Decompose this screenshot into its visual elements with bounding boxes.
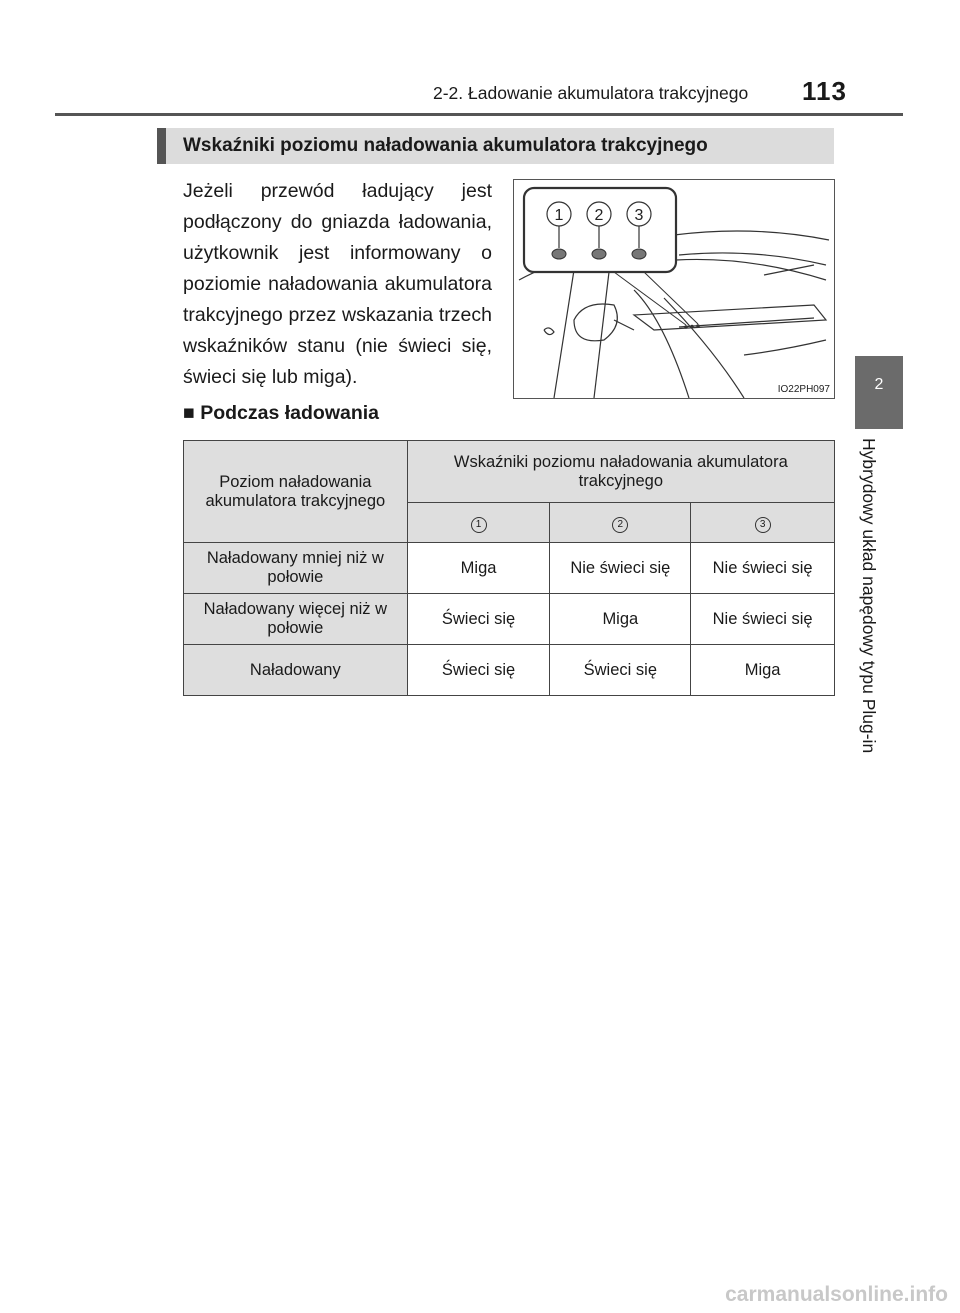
- table-header-indicator-2: [550, 503, 691, 543]
- chapter-tab: [855, 356, 903, 429]
- table-header-indicators: Wskaźniki poziomu naładowania akumulatora trakcyjnego: [407, 441, 834, 503]
- row-indicator-2: Świeci się: [550, 645, 691, 696]
- row-indicator-3: Miga: [691, 645, 835, 696]
- watermark: carmanualsonline.info: [725, 1283, 948, 1306]
- indicator-2-label: 2: [612, 517, 628, 533]
- table-row: [184, 645, 835, 696]
- subheading-text: Podczas ładowania: [200, 402, 380, 424]
- row-indicator-3: Nie świeci się: [691, 594, 835, 645]
- header-rule: [55, 113, 903, 116]
- figure-code: IO22PH097: [777, 384, 830, 395]
- row-level: Naładowany: [184, 645, 408, 696]
- section-title: Wskaźniki poziomu naładowania akumulatora trakcyjnego: [183, 135, 708, 156]
- row-indicator-1: Świeci się: [407, 594, 550, 645]
- chapter-number: 2: [874, 376, 884, 393]
- callout-1-label: 1: [554, 207, 564, 224]
- row-level: Naładowany mniej niż w połowie: [184, 543, 408, 594]
- table-header-indicator-3: [691, 503, 835, 543]
- car-illustration: [514, 180, 834, 398]
- subheading-marker: ■: [183, 402, 195, 424]
- table-row: [184, 594, 835, 645]
- charge-level-table: [183, 440, 835, 696]
- chapter-title: Hybrydowy układ napędowy typu Plug-in: [859, 438, 879, 754]
- subheading: [183, 402, 379, 425]
- table-header-level: Poziom naładowania akumulatora trakcyjnego: [184, 441, 408, 543]
- charging-indicator-illustration: [513, 179, 835, 399]
- header-section-title: 2-2. Ładowanie akumulatora trakcyjnego: [433, 83, 749, 103]
- table-header-indicator-1: [407, 503, 550, 543]
- indicator-3-label: 3: [755, 517, 771, 533]
- row-level: Naładowany więcej niż w połowie: [184, 594, 408, 645]
- row-indicator-3: Nie świeci się: [691, 543, 835, 594]
- row-indicator-1: Miga: [407, 543, 550, 594]
- section-header-bar: [157, 128, 834, 164]
- indicator-1-label: 1: [471, 517, 487, 533]
- row-indicator-2: Miga: [550, 594, 691, 645]
- page-number: 113: [802, 76, 847, 106]
- row-indicator-1: Świeci się: [407, 645, 550, 696]
- table-row: [184, 543, 835, 594]
- callout-2-label: 2: [594, 207, 604, 224]
- intro-paragraph: Jeżeli przewód ładujący jest podłączony do gniazda ładowania, użytkownik jest informowany o poziomie naładowania akumulatora trakcyjnego przez wskazania trzech wskaźników stanu (nie świeci się, świeci się lub miga).: [183, 180, 492, 388]
- row-indicator-2: Nie świeci się: [550, 543, 691, 594]
- callout-3-label: 3: [634, 207, 644, 224]
